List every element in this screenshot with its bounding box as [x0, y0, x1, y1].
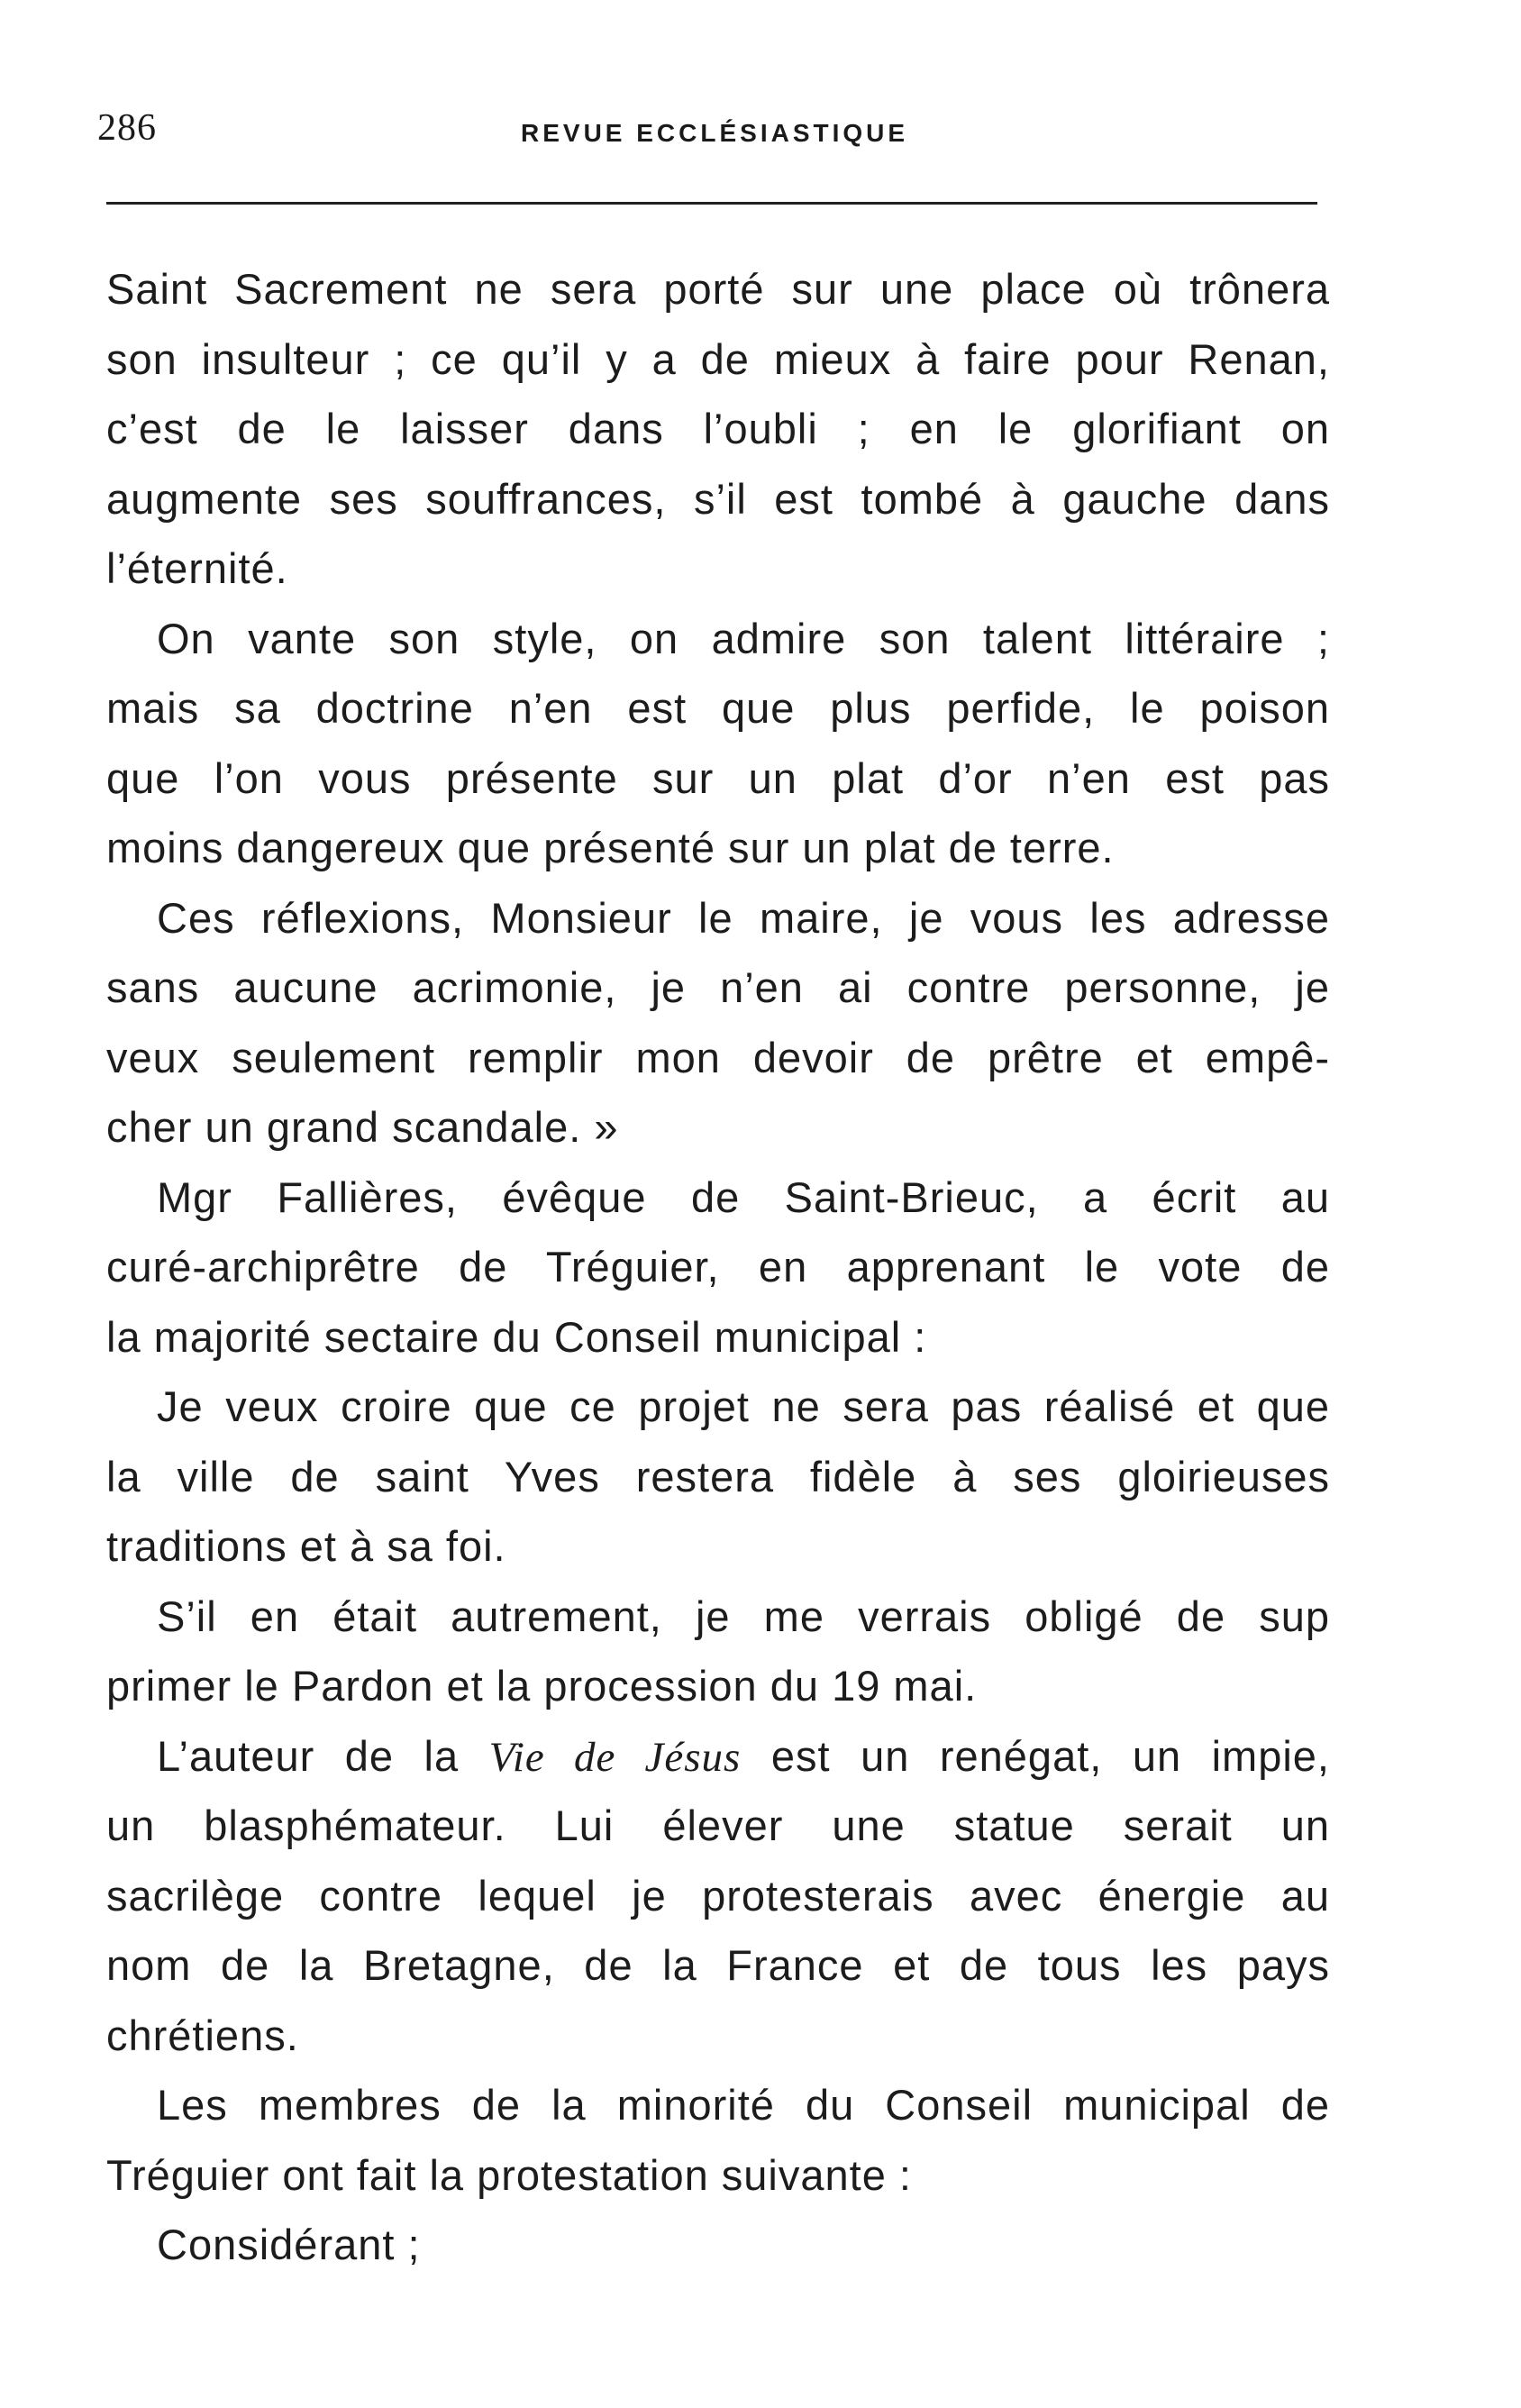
page-header	[97, 106, 1323, 160]
text-line: Ces réflexions, Monsieur le maire, je vous les adresse	[157, 893, 1330, 942]
text-line	[106, 1721, 1330, 1792]
text-segment: L’auteur de la	[157, 1731, 489, 1780]
text-line: l’éternité.	[106, 544, 288, 592]
text-line: la ville de saint Yves restera fidèle à ses gloirieuses	[106, 1452, 1330, 1500]
text-line: la majorité sectaire du Conseil municipal :	[106, 1312, 927, 1361]
text-line: chrétiens.	[106, 2011, 299, 2059]
text-line: un blasphémateur. Lui élever une statue serait un	[106, 1801, 1330, 1849]
text-line: son insulteur ; ce qu’il y a de mieux à faire pour Renan,	[106, 334, 1330, 383]
text-segment: est un renégat, un impie,	[741, 1731, 1330, 1780]
text-line: Tréguier ont fait la protestation suivante :	[106, 2150, 912, 2199]
book-title-italic: Vie de Jésus	[488, 1733, 742, 1781]
text-line: Les membres de la minorité du Conseil municipal de	[157, 2081, 1330, 2129]
text-line: moins dangereux que présenté sur un plat de terre.	[106, 824, 1115, 871]
text-line: S’il en était autrement, je me verrais obligé de sup	[157, 1592, 1330, 1640]
text-line: sans aucune acrimonie, je n’en ai contre personne, je	[106, 963, 1330, 1011]
text-line: Mgr Fallières, évêque de Saint-Brieuc, a écrit au	[157, 1172, 1330, 1221]
text-line: augmente ses souffrances, s’il est tombé à gauche dans	[106, 474, 1330, 523]
text-line: traditions et à sa foi.	[106, 1522, 506, 1570]
text-line: primer le Pardon et la procession du 19 mai.	[106, 1662, 978, 1710]
text-line: veux seulement remplir mon devoir de prêtre et empê-	[106, 1033, 1330, 1081]
text-line: Saint Sacrement ne sera porté sur une place où trônera	[106, 265, 1330, 313]
text-line: cher un grand scandale. »	[106, 1103, 619, 1151]
text-line: nom de la Bretagne, de la France et de tous les pays	[106, 1941, 1330, 1989]
running-title: REVUE ECCLÉSIASTIQUE	[521, 119, 909, 147]
page-number: 286	[97, 107, 157, 149]
text-line: Considérant ;	[157, 2221, 421, 2268]
text-line: que l’on vous présente sur un plat d’or n’en est pas	[106, 753, 1330, 802]
text-line: mais sa doctrine n’en est que plus perfide, le poison	[106, 684, 1330, 732]
body-text	[106, 254, 1330, 2280]
text-line: c’est de le laisser dans l’oubli ; en le glorifiant on	[106, 405, 1330, 452]
text-line: sacrilège contre lequel je protesterais avec énergie au	[106, 1871, 1330, 1920]
text-line: On vante son style, on admire son talent littéraire ;	[157, 614, 1330, 662]
header-rule	[106, 202, 1317, 205]
text-line: Je veux croire que ce projet ne sera pas réalisé et que	[157, 1382, 1330, 1430]
text-line: curé-archiprêtre de Tréguier, en apprenant le vote de	[106, 1243, 1330, 1291]
